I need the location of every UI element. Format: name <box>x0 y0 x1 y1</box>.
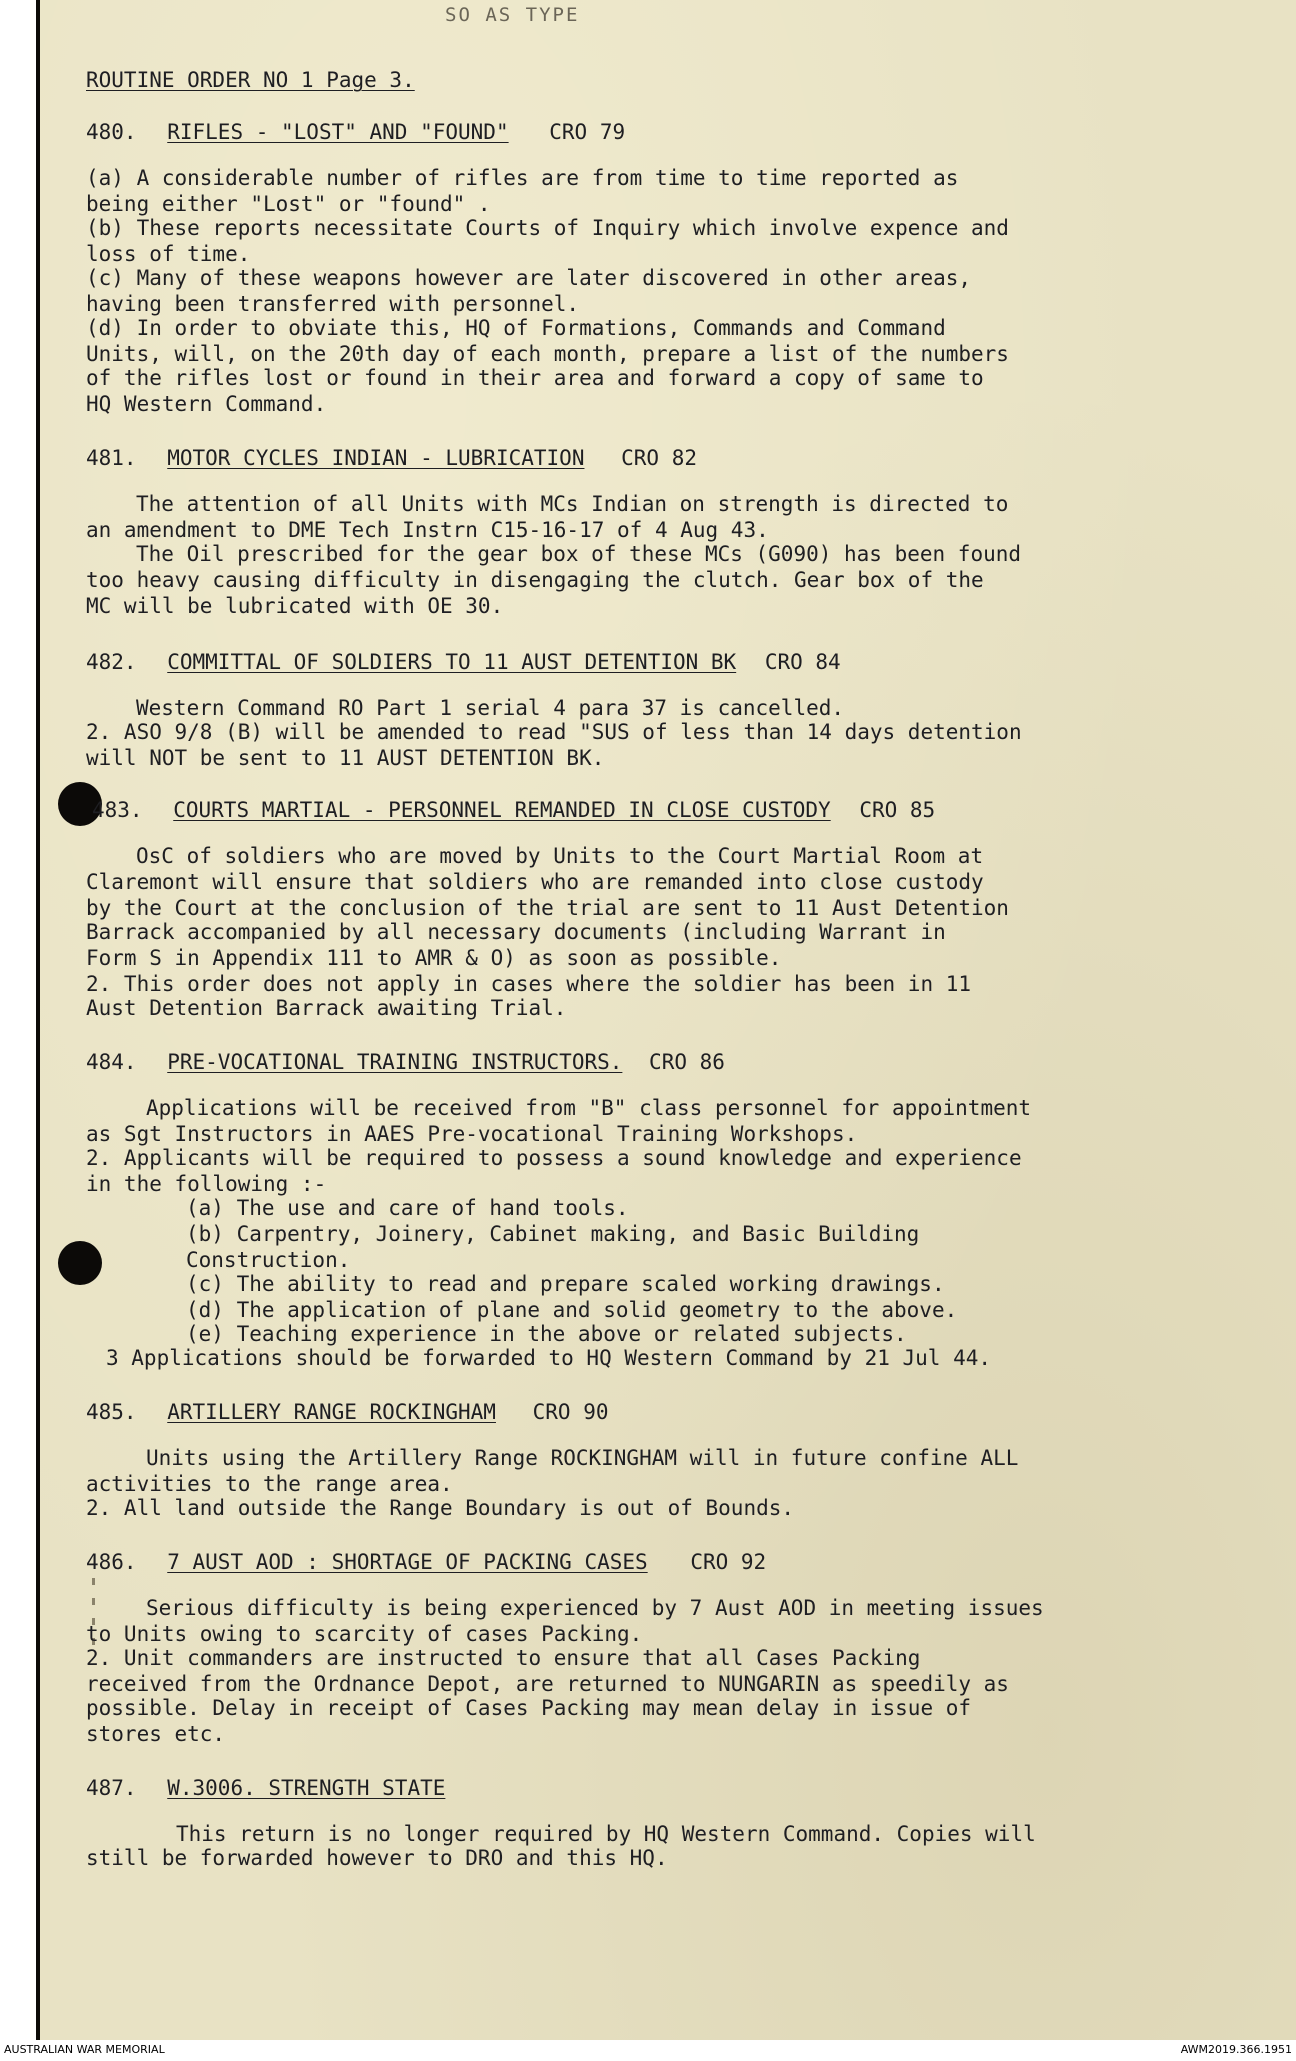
order-title: MOTOR CYCLES INDIAN - LUBRICATION <box>167 446 585 470</box>
body-line: (d) In order to obviate this, HQ of Formations, Commands and Command <box>86 316 946 340</box>
order-title: COMMITTAL OF SOLDIERS TO 11 AUST DETENTION BK <box>167 650 737 674</box>
order-title: ARTILLERY RANGE ROCKINGHAM <box>167 1400 496 1424</box>
order-heading <box>92 798 935 822</box>
order-heading <box>86 650 841 674</box>
list-item: (b) Carpentry, Joinery, Cabinet making, and Basic Building <box>186 1222 920 1246</box>
order-heading <box>86 1550 766 1574</box>
body-line: The Oil prescribed for the gear box of these MCs (G090) has been found <box>136 542 1022 566</box>
body-line: still be forwarded however to DRO and this HQ. <box>86 1846 668 1870</box>
order-number: 485. <box>86 1400 137 1424</box>
body-line: Claremont will ensure that soldiers who are remanded into close custody <box>86 870 984 894</box>
order-title: PRE-VOCATIONAL TRAINING INSTRUCTORS. <box>167 1050 623 1074</box>
staple-mark <box>92 1598 95 1605</box>
body-line: Form S in Appendix 111 to AMR & O) as soon as possible. <box>86 946 782 970</box>
body-line: being either "Lost" or "found" . <box>86 192 491 216</box>
order-number: 483. <box>92 798 143 822</box>
body-line: in the following :- <box>86 1172 327 1196</box>
body-line: Western Command RO Part 1 serial 4 para 37 is cancelled. <box>136 696 845 720</box>
body-line: stores etc. <box>86 1722 226 1746</box>
body-line: (a) A considerable number of rifles are from time to time reported as <box>86 166 959 190</box>
body-line: 2. ASO 9/8 (B) will be amended to read "SUS of less than 14 days detention <box>86 720 1022 744</box>
body-line: Units using the Artillery Range ROCKINGHAM will in future confine ALL <box>146 1446 1019 1470</box>
footer-source: AUSTRALIAN WAR MEMORIAL <box>4 2043 165 2056</box>
order-number: 482. <box>86 650 137 674</box>
archive-footer <box>0 2040 1296 2061</box>
body-line: 2. Unit commanders are instructed to ensure that all Cases Packing <box>86 1646 921 1670</box>
body-line: Aust Detention Barrack awaiting Trial. <box>86 996 567 1020</box>
page-title: ROUTINE ORDER NO 1 Page 3. <box>86 68 415 92</box>
order-number: 484. <box>86 1050 137 1074</box>
body-line: received from the Ordnance Depot, are returned to NUNGARIN as speedily as <box>86 1672 1009 1696</box>
body-line: 2. This order does not apply in cases where the soldier has been in 11 <box>86 972 972 996</box>
order-heading <box>86 120 625 144</box>
cro-reference: CRO 90 <box>532 1400 609 1424</box>
body-line: having been transferred with personnel. <box>86 292 580 316</box>
body-line: an amendment to DME Tech Instrn C15-16-17 of 4 Aug 43. <box>86 518 769 542</box>
top-edge-mark: SO AS TYPE <box>445 4 580 26</box>
body-line: too heavy causing difficulty in disengaging the clutch. Gear box of the <box>86 568 984 592</box>
body-line: MC will be lubricated with OE 30. <box>86 594 504 618</box>
order-title: 7 AUST AOD : SHORTAGE OF PACKING CASES <box>167 1550 648 1574</box>
cro-reference: CRO 82 <box>621 446 697 470</box>
body-line: of the rifles lost or found in their area and forward a copy of same to <box>86 366 984 390</box>
order-heading <box>86 1050 725 1074</box>
body-line: This return is no longer required by HQ Western Command. Copies will <box>176 1822 1036 1846</box>
cro-reference: CRO 86 <box>649 1050 725 1074</box>
footer-reference: AWM2019.366.1951 <box>1180 2043 1292 2056</box>
punch-hole-bottom <box>58 1241 102 1285</box>
body-line: Applications will be received from "B" class personnel for appointment <box>146 1096 1032 1120</box>
document-scan <box>36 0 1296 2040</box>
body-line: 3 Applications should be forwarded to HQ Western Command by 21 Jul 44. <box>106 1346 992 1370</box>
body-line: The attention of all Units with MCs Indian on strength is directed to <box>136 492 1009 516</box>
body-line: 2. Applicants will be required to possess a sound knowledge and experience <box>86 1146 1022 1170</box>
body-line: as Sgt Instructors in AAES Pre-vocational Training Workshops. <box>86 1122 858 1146</box>
paper-page <box>40 0 1296 2040</box>
body-line: possible. Delay in receipt of Cases Packing may mean delay in issue of <box>86 1696 972 1720</box>
body-line: Serious difficulty is being experienced by 7 Aust AOD in meeting issues <box>146 1596 1044 1620</box>
body-line: OsC of soldiers who are moved by Units to the Court Martial Room at <box>136 844 984 868</box>
order-number: 486. <box>86 1550 137 1574</box>
order-number: 481. <box>86 446 137 470</box>
list-item: (e) Teaching experience in the above or related subjects. <box>186 1322 907 1346</box>
body-line: to Units owing to scarcity of cases Packing. <box>86 1622 643 1646</box>
order-title: RIFLES - "LOST" AND "FOUND" <box>167 120 509 144</box>
list-item: Construction. <box>186 1248 351 1272</box>
staple-mark <box>92 1578 95 1585</box>
body-line: (b) These reports necessitate Courts of Inquiry which involve expence and <box>86 216 1009 240</box>
order-number: 480. <box>86 120 137 144</box>
order-number: 487. <box>86 1776 137 1800</box>
list-item: (c) The ability to read and prepare scaled working drawings. <box>186 1272 945 1296</box>
order-heading <box>86 1776 445 1800</box>
body-line: activities to the range area. <box>86 1472 453 1496</box>
body-line: Units, will, on the 20th day of each month, prepare a list of the numbers <box>86 342 1009 366</box>
list-item: (d) The application of plane and solid geometry to the above. <box>186 1298 958 1322</box>
body-line: HQ Western Command. <box>86 392 327 416</box>
list-item: (a) The use and care of hand tools. <box>186 1196 629 1220</box>
cro-reference: CRO 79 <box>549 120 626 144</box>
order-title: W.3006. STRENGTH STATE <box>167 1776 446 1800</box>
order-title: COURTS MARTIAL - PERSONNEL REMANDED IN CLOSE CUSTODY <box>173 798 831 822</box>
body-line: loss of time. <box>86 242 251 266</box>
cro-reference: CRO 85 <box>859 798 936 822</box>
cro-reference: CRO 92 <box>690 1550 767 1574</box>
order-heading <box>86 1400 608 1424</box>
body-line: (c) Many of these weapons however are later discovered in other areas, <box>86 266 972 290</box>
body-line: by the Court at the conclusion of the trial are sent to 11 Aust Detention <box>86 896 1009 920</box>
order-heading <box>86 446 697 470</box>
body-line: Barrack accompanied by all necessary documents (including Warrant in <box>86 920 946 944</box>
body-line: 2. All land outside the Range Boundary is out of Bounds. <box>86 1496 795 1520</box>
cro-reference: CRO 84 <box>764 650 841 674</box>
body-line: will NOT be sent to 11 AUST DETENTION BK. <box>86 746 605 770</box>
